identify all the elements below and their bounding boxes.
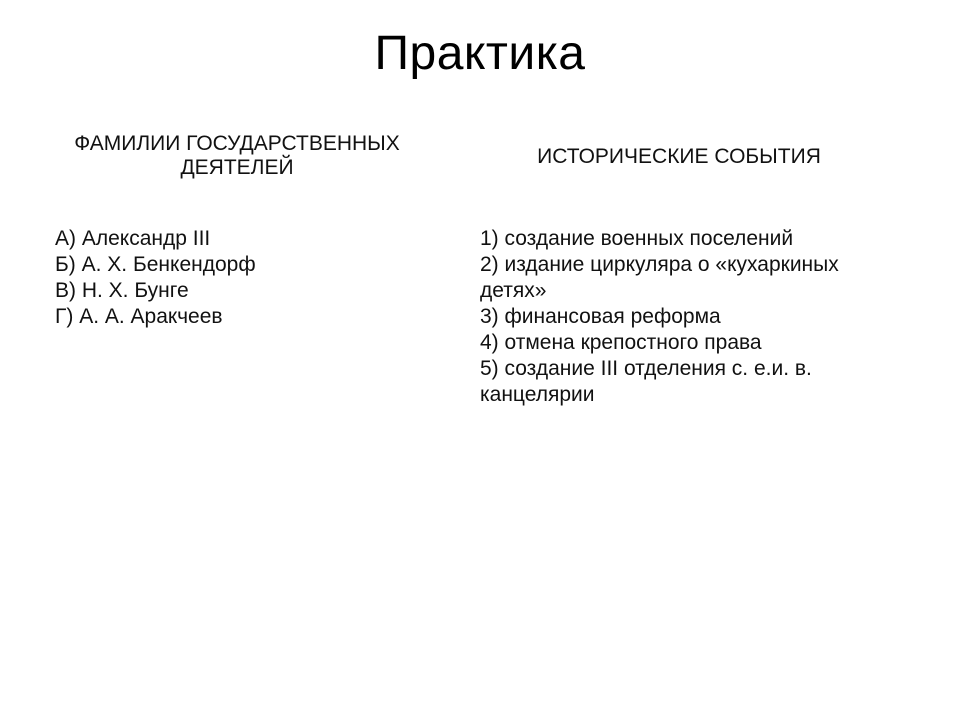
list-item: Г) А. А. Аракчеев [55,305,223,328]
list-item: 5) создание III отделения с. е.и. в. канцелярии [480,357,812,406]
list-item: 1) создание военных поселений [480,227,794,250]
slide-title: Практика [374,27,586,80]
events-list [480,226,880,408]
left-column-header: ФАМИЛИИ ГОСУДАРСТВЕННЫХ ДЕЯТЕЛЕЙ [74,132,400,179]
list-item: Б) А. Х. Бенкендорф [55,253,256,276]
list-item: 2) издание циркуляра о «кухаркиных детях» [480,253,839,302]
list-item: В) Н. Х. Бунге [55,279,189,302]
right-column-header: ИСТОРИЧЕСКИЕ СОБЫТИЯ [537,145,821,168]
list-item: А) Александр III [55,227,211,250]
list-item: 3) финансовая реформа [480,305,721,328]
statesmen-list [55,226,435,330]
list-item: 4) отмена крепостного права [480,331,762,354]
